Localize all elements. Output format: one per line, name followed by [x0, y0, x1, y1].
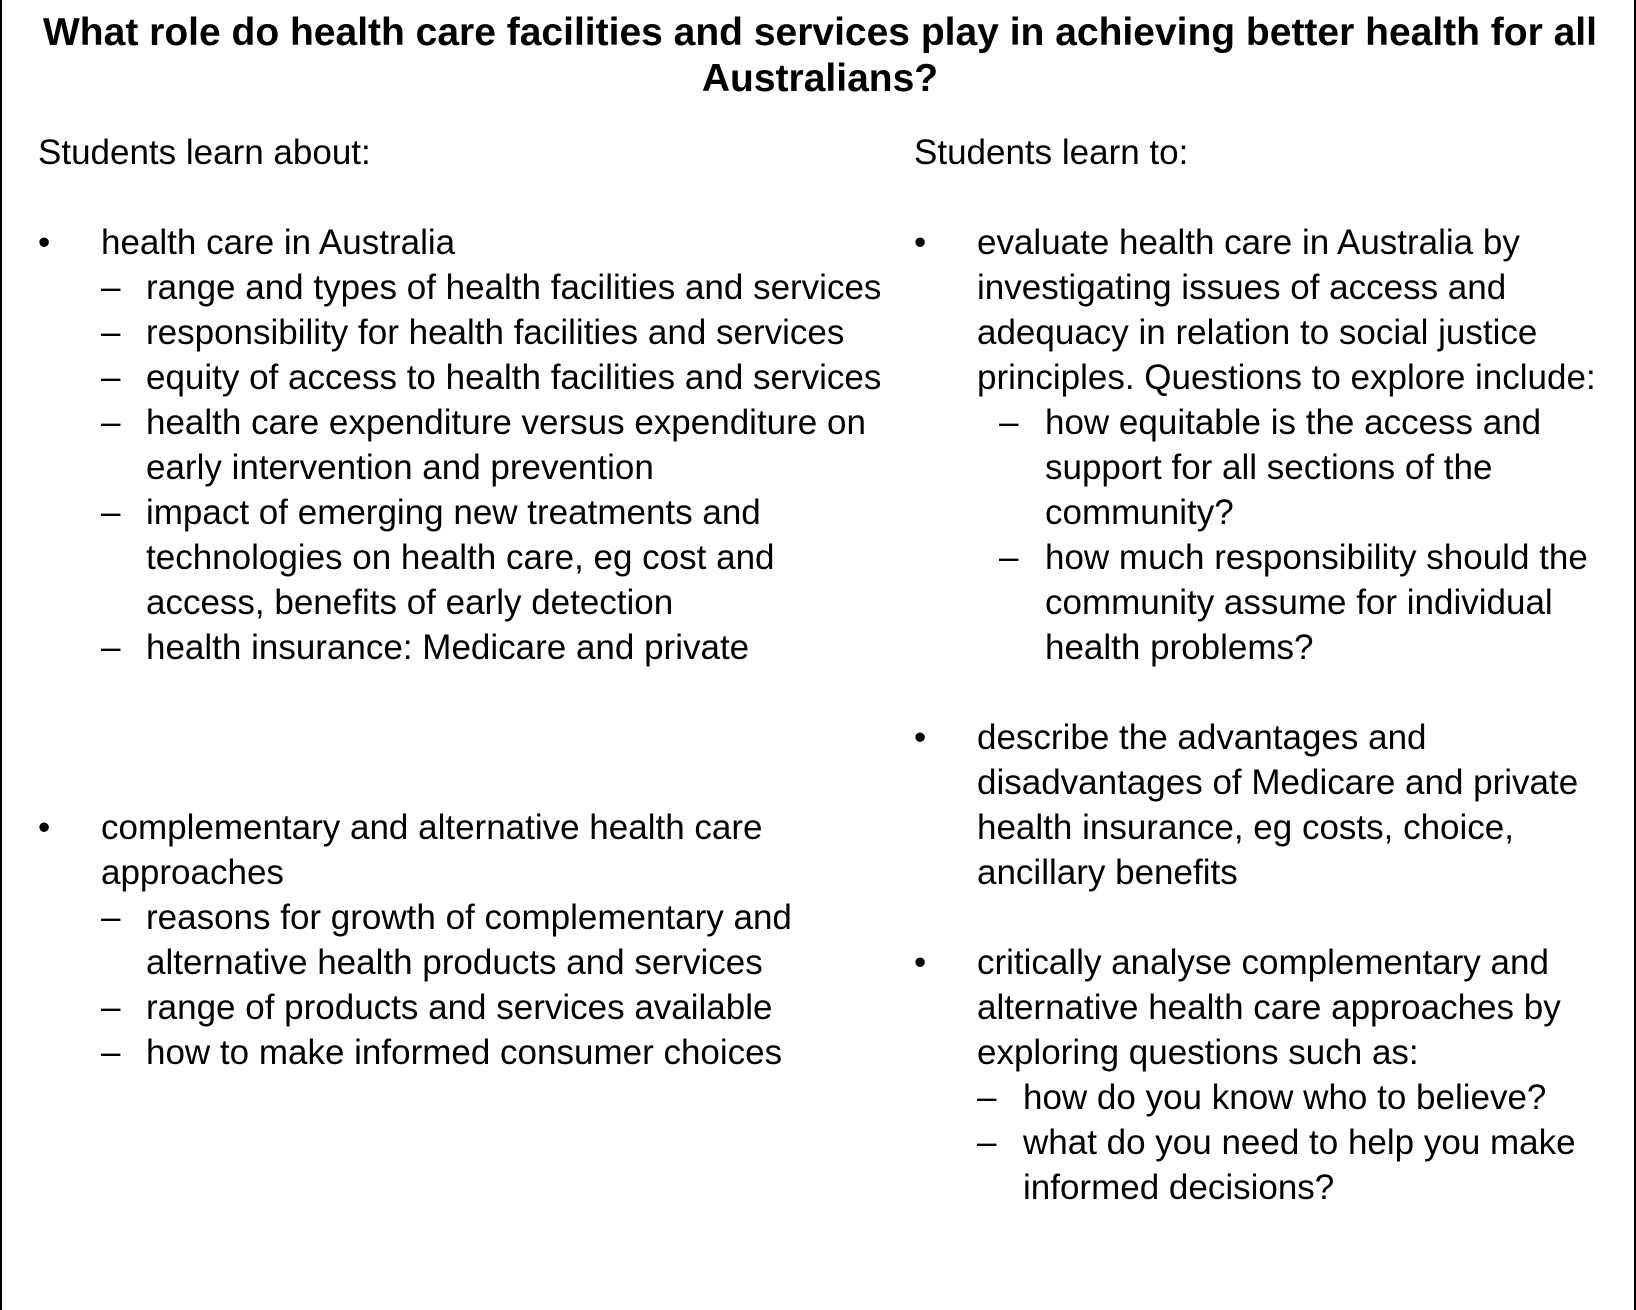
sub-item [101, 265, 888, 310]
bullet-item [914, 715, 1629, 895]
sub-item-text: how much responsibility should the community assume for individual health problems? [1045, 538, 1588, 667]
learn-to-heading: Students learn to: [914, 133, 1189, 172]
bullet-text: evaluate health care in Australia by investigating issues of access and adequacy in relation to social justice principles. Questions to explore include: [977, 223, 1596, 397]
sub-item-text: range and types of health facilities and services [146, 268, 882, 307]
sub-item [101, 625, 888, 670]
sub-item [101, 895, 888, 985]
dash-icon: – [101, 358, 121, 397]
bullet-icon: • [914, 718, 927, 757]
dash-icon: – [977, 1078, 997, 1117]
sub-item-text: how to make informed consumer choices [146, 1033, 783, 1072]
sub-item [101, 490, 888, 625]
dash-icon: – [101, 403, 121, 442]
sub-item [101, 310, 888, 355]
sub-item [999, 535, 1629, 670]
sub-item [999, 400, 1629, 535]
sub-list [101, 265, 888, 670]
dash-icon: – [101, 898, 121, 937]
dash-icon: – [977, 1123, 997, 1162]
bullet-icon: • [914, 943, 927, 982]
sub-item [977, 1075, 1629, 1120]
dash-icon: – [101, 988, 121, 1027]
learn-about-column [38, 130, 888, 1075]
sub-item [977, 1120, 1629, 1210]
sub-item [101, 1030, 888, 1075]
spacer [914, 895, 1629, 940]
bullet-text: health care in Australia [101, 223, 456, 262]
spacer [914, 670, 1629, 715]
sub-item-text: equity of access to health facilities and services [146, 358, 882, 397]
bullet-icon: • [38, 223, 51, 262]
sub-list [977, 1075, 1629, 1210]
sub-item-text: reasons for growth of complementary and alternative health products and services [146, 898, 792, 982]
bullet-icon: • [914, 223, 927, 262]
dash-icon: – [101, 493, 121, 532]
page-title: What role do health care facilities and services play in achieving better health for all Australians? [43, 11, 1597, 100]
bullet-text: describe the advantages and disadvantages of Medicare and private health insurance, eg costs, choice, ancillary benefits [977, 718, 1579, 892]
bullet-item [38, 220, 888, 670]
dash-icon: – [101, 1033, 121, 1072]
dash-icon: – [101, 628, 121, 667]
sub-item-text: responsibility for health facilities and services [146, 313, 845, 352]
dash-icon: – [999, 403, 1019, 442]
sub-list [999, 400, 1629, 670]
sub-item-text: health insurance: Medicare and private [146, 628, 750, 667]
sub-item-text: range of products and services available [146, 988, 773, 1027]
sub-item-text: what do you need to help you make informed decisions? [1023, 1123, 1576, 1207]
sub-item [101, 985, 888, 1030]
sub-item-text: how do you know who to believe? [1023, 1078, 1547, 1117]
sub-item-text: health care expenditure versus expenditure on early intervention and prevention [146, 403, 866, 487]
spacer [38, 670, 888, 805]
bullet-item [914, 220, 1629, 670]
dash-icon: – [101, 313, 121, 352]
bullet-icon: • [38, 808, 51, 847]
learn-about-heading: Students learn about: [38, 133, 371, 172]
dash-icon: – [101, 268, 121, 307]
learn-to-column [914, 130, 1629, 1210]
bullet-item [38, 805, 888, 1075]
bullet-text: complementary and alternative health care approaches [101, 808, 763, 892]
sub-list [101, 895, 888, 1075]
sub-item-text: impact of emerging new treatments and technologies on health care, eg cost and access, benefits of early detection [146, 493, 775, 622]
sub-item-text: how equitable is the access and support for all sections of the community? [1045, 403, 1542, 532]
sub-item [101, 400, 888, 490]
sub-item [101, 355, 888, 400]
bullet-text: critically analyse complementary and alternative health care approaches by exploring questions such as: [977, 943, 1561, 1072]
dash-icon: – [999, 538, 1019, 577]
bullet-item [914, 940, 1629, 1210]
